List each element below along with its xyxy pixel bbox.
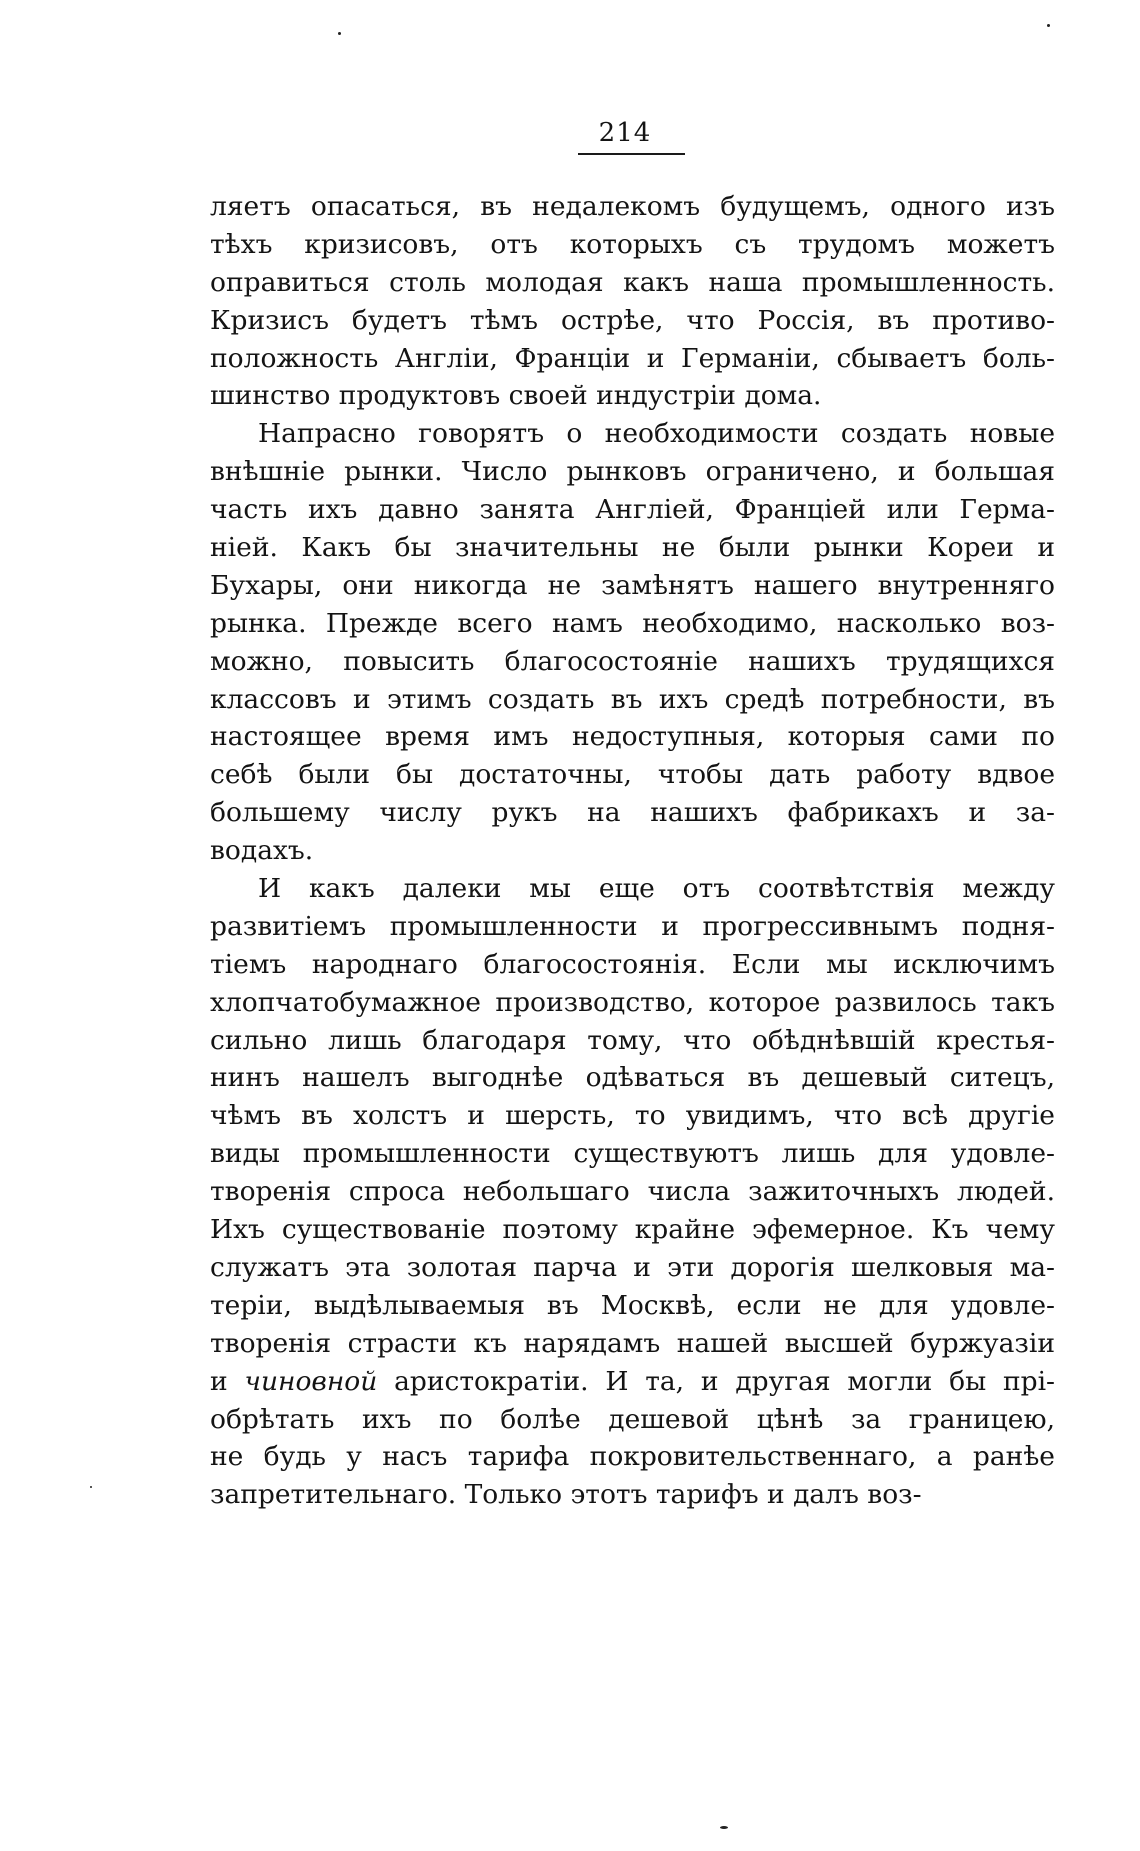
text-line: внѣшніе рынки. Число рынковъ ограничено, и большая bbox=[210, 456, 1055, 488]
text-line: оправиться столь молодая какъ наша промышленность. bbox=[210, 266, 1055, 298]
text-line: водахъ. bbox=[210, 835, 314, 867]
text-line: классовъ и этимъ создать въ ихъ средѣ потребности, въ bbox=[210, 683, 1055, 715]
text-line: развитіемъ промышленности и прогрессивнымъ подня- bbox=[210, 910, 1055, 942]
text-line: хлопчатобумажное производство, которое развилось такъ bbox=[210, 986, 1055, 1018]
text-line: Кризисъ будетъ тѣмъ острѣе, что Россія, въ противо- bbox=[210, 304, 1055, 336]
paragraph bbox=[210, 870, 1055, 1514]
text-line: можно, повысить благосостояніе нашихъ трудящихся bbox=[210, 645, 1055, 677]
text-line: тѣхъ кризисовъ, отъ которыхъ съ трудомъ можетъ bbox=[210, 228, 1055, 260]
text-line: не будь у насъ тарифа покровительственнаго, а ранѣе bbox=[210, 1441, 1055, 1473]
text-line: виды промышленности существуютъ лишь для удовле- bbox=[210, 1138, 1055, 1170]
text-line: настоящее время имъ недоступныя, которыя сами по bbox=[210, 721, 1055, 753]
paragraph bbox=[210, 415, 1055, 870]
text-line: чѣмъ въ холстъ и шерсть, то увидимъ, что всѣ другіе bbox=[210, 1100, 1055, 1132]
text-line: нинъ нашелъ выгоднѣе одѣваться въ дешевый ситецъ, bbox=[210, 1062, 1055, 1094]
body-text bbox=[210, 188, 1055, 1514]
text-line: ляетъ опасаться, въ недалекомъ будущемъ, одного изъ bbox=[210, 191, 1055, 222]
page-number: 214 bbox=[598, 118, 652, 148]
text-line: часть ихъ давно занята Англіей, Франціей или Герма- bbox=[210, 494, 1055, 526]
text-line: теріи, выдѣлываемыя въ Москвѣ, если не для удовле- bbox=[210, 1289, 1055, 1321]
text-segment: и bbox=[210, 1365, 245, 1397]
text-line: большему числу рукъ на нашихъ фабрикахъ и за- bbox=[210, 797, 1055, 829]
text-line: положность Англіи, Франціи и Германіи, сбываетъ боль- bbox=[210, 342, 1055, 374]
scan-speck bbox=[90, 1486, 92, 1488]
text-line: запретительнаго. Только этотъ тарифъ и далъ воз- bbox=[210, 1479, 922, 1511]
scan-speck bbox=[720, 1826, 728, 1829]
text-segment: аристократіи. И та, и другая могли бы прі- bbox=[377, 1365, 1055, 1397]
text-line: творенія страсти къ нарядамъ нашей высшей буржуазіи bbox=[210, 1327, 1055, 1359]
text-line: себѣ были бы достаточны, чтобы дать работу вдвое bbox=[210, 759, 1055, 791]
text-line bbox=[210, 1363, 1055, 1401]
text-line: рынка. Прежде всего намъ необходимо, насколько воз- bbox=[210, 607, 1055, 639]
text-line: Напрасно говорятъ о необходимости создать новые bbox=[258, 418, 1055, 450]
text-line: шинство продуктовъ своей индустріи дома. bbox=[210, 380, 822, 412]
text-line: творенія спроса небольшаго числа зажиточныхъ людей. bbox=[210, 1176, 1055, 1208]
text-line: Ихъ существованіе поэтому крайне эфемерное. Къ чему bbox=[210, 1214, 1055, 1246]
italic-word: чиновной bbox=[244, 1365, 378, 1397]
text-line: обрѣтать ихъ по болѣе дешевой цѣнѣ за границею, bbox=[210, 1403, 1055, 1435]
text-line: тіемъ народнаго благосостоянія. Если мы исключимъ bbox=[210, 948, 1055, 980]
scan-speck bbox=[338, 32, 341, 35]
text-line: служатъ эта золотая парча и эти дорогія шелковыя ма- bbox=[210, 1251, 1055, 1283]
scan-speck bbox=[1047, 24, 1050, 27]
text-line: И какъ далеки мы еще отъ соотвѣтствія между bbox=[258, 873, 1055, 905]
page-number-rule bbox=[578, 153, 685, 155]
text-line: Бухары, они никогда не замѣнятъ нашего внутренняго bbox=[210, 569, 1055, 601]
text-line: ніей. Какъ бы значительны не были рынки Кореи и bbox=[210, 532, 1055, 564]
paragraph bbox=[210, 188, 1055, 415]
text-line: сильно лишь благодаря тому, что обѣднѣвшій крестья- bbox=[210, 1024, 1055, 1056]
